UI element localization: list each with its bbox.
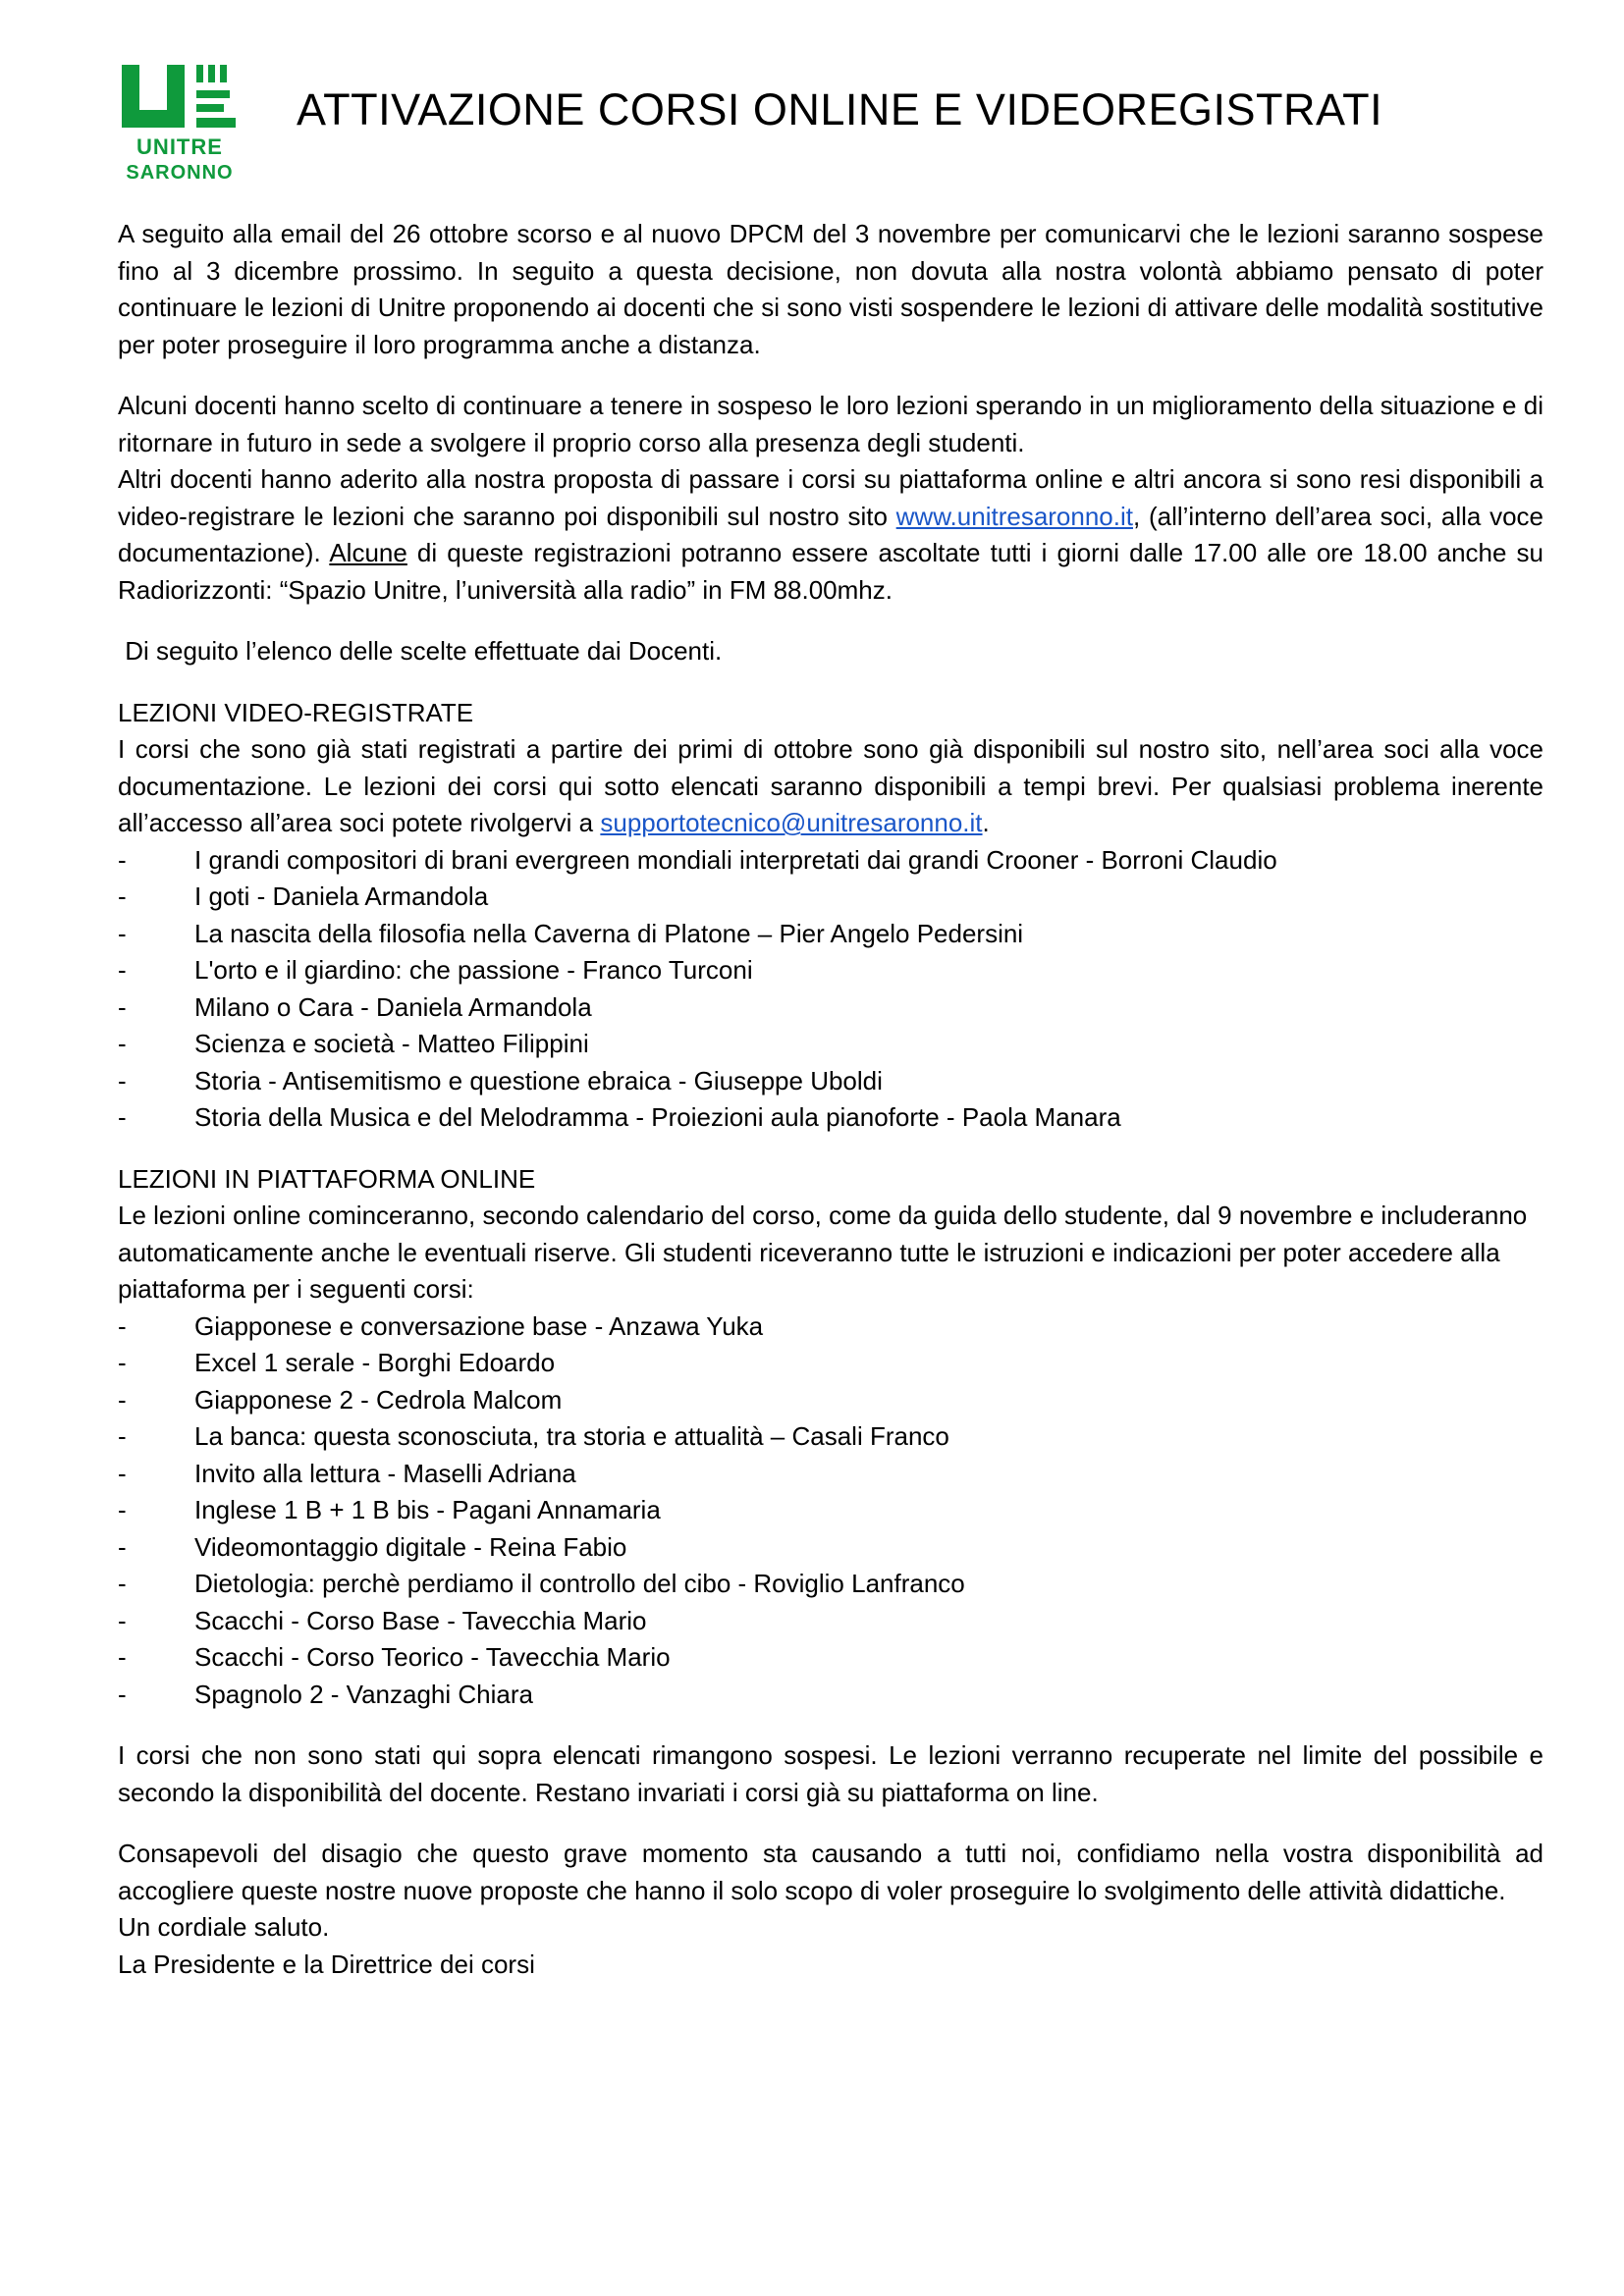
list-dash: - bbox=[118, 918, 127, 948]
list-dash: - bbox=[118, 844, 127, 875]
greeting: Un cordiale saluto. bbox=[118, 1912, 330, 1942]
list-dash: - bbox=[118, 1384, 127, 1415]
list-item bbox=[118, 1345, 1543, 1382]
logo-text-unitre: UNITRE bbox=[136, 134, 223, 159]
list-item-text: La banca: questa sconosciuta, tra storia e attualità – Casali Franco bbox=[194, 1421, 949, 1451]
list-item-text: La nascita della filosofia nella Caverna di Platone – Pier Angelo Pedersini bbox=[194, 918, 1024, 948]
list-dash: - bbox=[118, 1642, 127, 1672]
list-item bbox=[118, 1099, 1543, 1137]
list-item bbox=[118, 952, 1543, 989]
list-item-text: Dietologia: perchè perdiamo il controllo del cibo - Roviglio Lanfranco bbox=[194, 1569, 965, 1598]
list-dash: - bbox=[118, 1679, 127, 1709]
list-item bbox=[118, 916, 1543, 953]
list-item-text: Scacchi - Corso Teorico - Tavecchia Mario bbox=[194, 1642, 671, 1672]
video-section-intro-text-a: I corsi che sono già stati registrati a partire dei primi di ottobre sono già disponibili sul nostro sito, nell’area soci alla voce documentazione. Le lezioni dei corsi qui sotto elencati saranno disponibili a tempi brevi. Per qualsiasi problema inerente all’accesso all’area soci potete rivolgervi a bbox=[118, 734, 1543, 837]
list-item bbox=[118, 989, 1543, 1027]
list-dash: - bbox=[118, 1569, 127, 1598]
list-dash: - bbox=[118, 881, 127, 911]
list-item bbox=[118, 1639, 1543, 1677]
unitre-logo bbox=[116, 61, 244, 193]
list-item-text: L'orto e il giardino: che passione - Franco Turconi bbox=[194, 955, 753, 985]
list-dash: - bbox=[118, 1495, 127, 1524]
list-item bbox=[118, 842, 1543, 880]
list-item-text: Videomontaggio digitale - Reina Fabio bbox=[194, 1531, 627, 1562]
support-email-link[interactable]: supportotecnico@unitresaronno.it bbox=[600, 808, 983, 837]
intro-paragraph-3-text-b: , (all’interno dell’area soci, alla voce documentazione). bbox=[118, 501, 1543, 567]
intro-paragraph-1: A seguito alla email del 26 ottobre scorso e al nuovo DPCM del 3 novembre per comunicarvi che le lezioni saranno sospese fino al 3 dicembre prossimo. In seguito a questa decisione, non dovuta alla nostra volontà abbiamo pensato di poter continuare le lezioni di Unitre proponendo ai docenti che si sono visti sospendere le lezioni di attivare delle modalità sostitutive per poter proseguire il loro programma anche a distanza. bbox=[118, 219, 1543, 359]
closing-paragraph-2: Consapevoli del disagio che questo grave momento sta causando a tutti noi, confidiamo nella vostra disponibilità ad accogliere queste nostre nuove proposte che hanno il solo scopo di voler proseguire lo svolgimento delle attività didattiche. bbox=[118, 1839, 1543, 1905]
list-dash: - bbox=[118, 1531, 127, 1562]
list-item-text: I grandi compositori di brani evergreen mondiali interpretati dai grandi Crooner - Borroni Claudio bbox=[194, 844, 1277, 875]
list-item-text: Inglese 1 B + 1 B bis - Pagani Annamaria bbox=[194, 1495, 661, 1524]
intro-paragraph-4: Di seguito l’elenco delle scelte effettuate dai Docenti. bbox=[118, 636, 723, 666]
list-item-text: Storia - Antisemitismo e questione ebraica - Giuseppe Uboldi bbox=[194, 1065, 883, 1095]
list-item-text: Invito alla lettura - Maselli Adriana bbox=[194, 1458, 576, 1488]
list-item bbox=[118, 1677, 1543, 1714]
closing-paragraph-1: I corsi che non sono stati qui sopra elencati rimangono sospesi. Le lezioni verranno recuperate nel limite del possibile e secondo la disponibilità del docente. Restano invariati i corsi già su piattaforma on line. bbox=[118, 1740, 1543, 1807]
list-item bbox=[118, 879, 1543, 916]
list-dash: - bbox=[118, 1102, 127, 1132]
list-item-text: Milano o Cara - Daniela Armandola bbox=[194, 991, 592, 1022]
list-item-text: Storia della Musica e del Melodramma - Proiezioni aula pianoforte - Paola Manara bbox=[194, 1102, 1121, 1132]
intro-paragraph-2: Alcuni docenti hanno scelto di continuare a tenere in sospeso le loro lezioni sperando in un miglioramento della situazione e di ritornare in futuro in sede a svolgere il proprio corso alla presenza degli studenti. bbox=[118, 391, 1543, 457]
video-section-intro bbox=[118, 731, 1543, 842]
online-section-title: LEZIONI IN PIATTAFORMA ONLINE bbox=[118, 1163, 536, 1194]
video-course-list bbox=[118, 842, 1543, 1137]
video-section-title: LEZIONI VIDEO-REGISTRATE bbox=[118, 697, 474, 727]
list-item-text: Spagnolo 2 - Vanzaghi Chiara bbox=[194, 1679, 533, 1709]
intro-paragraph-3-text-c: di queste registrazioni potranno essere ascoltate tutti i giorni dalle 17.00 alle ore 18.00 anche su Radiorizzonti: “Spazio Unitre, l’università alla radio” in FM 88.00mhz. bbox=[118, 538, 1543, 605]
list-item bbox=[118, 1308, 1543, 1346]
document-body bbox=[118, 216, 1543, 1983]
document-header bbox=[116, 61, 1510, 193]
list-item-text: Giapponese 2 - Cedrola Malcom bbox=[194, 1384, 563, 1415]
list-dash: - bbox=[118, 1310, 127, 1341]
list-item-text: I goti - Daniela Armandola bbox=[194, 881, 489, 911]
list-dash: - bbox=[118, 991, 127, 1022]
online-section-intro: Le lezioni online cominceranno, secondo calendario del corso, come da guida dello studente, dal 9 novembre e includeranno automaticamente anche le eventuali riserve. Gli studenti riceveranno tutte le istruzioni e indicazioni per poter accedere alla piattaforma per i seguenti corsi: bbox=[118, 1201, 1528, 1304]
list-dash: - bbox=[118, 1421, 127, 1451]
list-dash: - bbox=[118, 1065, 127, 1095]
list-item-text: Giapponese e conversazione base - Anzawa Yuka bbox=[194, 1310, 764, 1341]
intro-paragraph-3 bbox=[118, 461, 1543, 609]
list-item-text: Excel 1 serale - Borghi Edoardo bbox=[194, 1348, 556, 1377]
list-dash: - bbox=[118, 1348, 127, 1377]
list-dash: - bbox=[118, 955, 127, 985]
list-item bbox=[118, 1529, 1543, 1567]
logo-text-saronno: SARONNO bbox=[126, 162, 234, 184]
list-dash: - bbox=[118, 1029, 127, 1058]
list-dash: - bbox=[118, 1458, 127, 1488]
list-item bbox=[118, 1456, 1543, 1493]
list-item bbox=[118, 1026, 1543, 1063]
unitre-logo-icon bbox=[116, 61, 244, 135]
underlined-word: Alcune bbox=[329, 538, 407, 567]
list-item bbox=[118, 1063, 1543, 1100]
list-item bbox=[118, 1382, 1543, 1419]
page-title: ATTIVAZIONE CORSI ONLINE E VIDEOREGISTRATI bbox=[297, 84, 1383, 134]
list-item bbox=[118, 1492, 1543, 1529]
website-link[interactable]: www.unitresaronno.it bbox=[895, 501, 1133, 531]
intro-paragraph-3-text-a: Altri docenti hanno aderito alla nostra proposta di passare i corsi su piattaforma online e altri ancora si sono resi disponibili a video-registrare le lezioni che saranno poi disponibili sul nostro sito bbox=[118, 464, 1543, 531]
video-section-intro-text-b: . bbox=[982, 808, 990, 837]
list-item bbox=[118, 1566, 1543, 1603]
list-item bbox=[118, 1603, 1543, 1640]
list-item-text: Scacchi - Corso Base - Tavecchia Mario bbox=[194, 1605, 647, 1635]
list-item-text: Scienza e società - Matteo Filippini bbox=[194, 1029, 589, 1058]
list-item bbox=[118, 1418, 1543, 1456]
online-course-list bbox=[118, 1308, 1543, 1714]
signature: La Presidente e la Direttrice dei corsi bbox=[118, 1949, 535, 1979]
list-dash: - bbox=[118, 1605, 127, 1635]
